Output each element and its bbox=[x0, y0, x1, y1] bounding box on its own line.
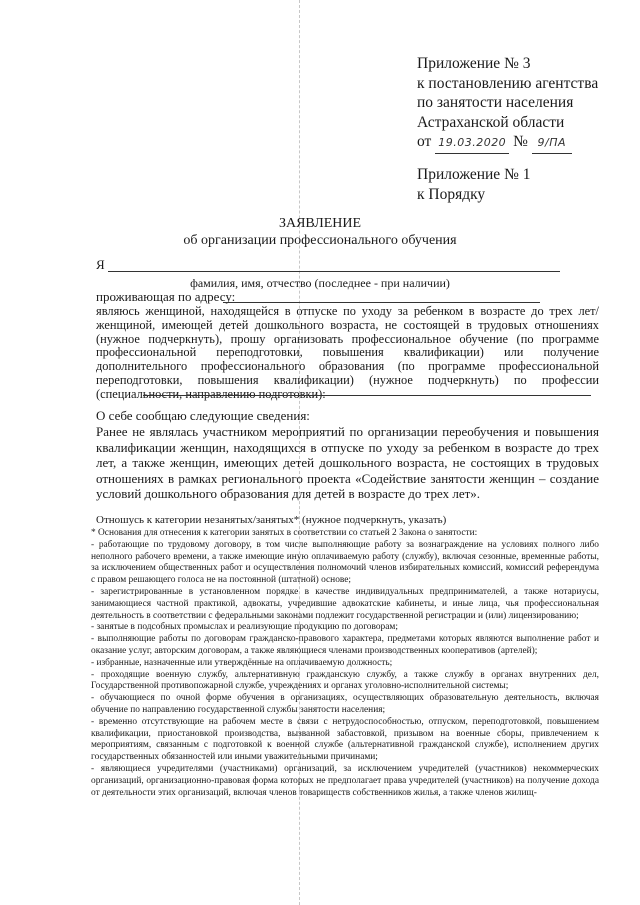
document-subtitle: об организации профессионального обучения bbox=[183, 233, 457, 248]
appendix-3-block bbox=[417, 54, 598, 154]
number-prefix: № bbox=[513, 133, 528, 150]
footnote-item: - избранные, назначенные или утверждённые на оплачиваемую должность; bbox=[91, 657, 393, 668]
footnote-block bbox=[91, 528, 599, 799]
footnote-item: - занятые в подсобных промыслах и реализующие продукцию по договорам; bbox=[91, 622, 398, 633]
statement-paragraph: являюсь женщиной, находящейся в отпуске по уходу за ребенком в возрасте до трех лет/женщиной, имеющей детей дошкольного возраста, не состоящей в трудовых отношениях (нужное подчеркнуть), прошу организовать профессиональное обучение (по программе профессиональной переподготовки, повышения квалификации) или получение дополнительного профессионального образования (по программе профессиональной переподготовки, повышения квалификации) (нужное подчеркнуть) по профессии (специальности, направлению подготовки): bbox=[96, 304, 599, 401]
address-line bbox=[223, 302, 540, 303]
footnote-item: - проходящие военную службу, альтернативную гражданскую службу, а также службу в органах внутренних дел, Государственной противопожарной службе, учреждениях и органах уголовно-исполнительной системы; bbox=[91, 669, 599, 692]
from-prefix: от bbox=[417, 133, 432, 150]
order-line: к Порядку bbox=[417, 185, 486, 203]
handwritten-date: 19.03.2020 bbox=[435, 133, 509, 154]
appendix-3-title: Приложение № 3 bbox=[417, 55, 531, 72]
appendix-1-title: Приложение № 1 bbox=[417, 166, 531, 183]
fio-hint: фамилия, имя, отчество (последнее - при наличии) bbox=[190, 276, 450, 290]
fio-line bbox=[108, 271, 560, 272]
footnote-item: - работающие по трудовому договору, в том числе выполняющие работу за вознаграждение на условиях полного либо неполного рабочего времени, а также имеющие иную оплачиваемую работу (службу), включая сезонные, временные работы, за исключением общественных работ и осуществления полномочий членов избирательных комиссий, комиссий референдума с правом решающего голоса не на постоянной (штатной) основе; bbox=[91, 539, 599, 586]
about-label: О себе сообщаю следующие сведения: bbox=[96, 408, 310, 423]
footnote-item: - являющиеся учредителями (участниками) организаций, за исключением учредителей (участников) некоммерческих организаций, организационно-правовая форма которых не предполагает права учредителей (участников) на получение дохода от деятельности этих организаций, включая членов товариществ собственников жилья, а также членов жилищ- bbox=[91, 763, 599, 798]
about-paragraph: Ранее не являлась участником мероприятий по организации переобучения и повышения квалификации женщин, находящихся в отпуске по уходу за ребенком в возрасте до трех лет, а также женщин, имеющих детей дошкольного возраста, не состоящих в трудовых отношениях в рамках регионального проекта «Содействие занятости женщин – создание условий дошкольного образования для детей в возрасте до трех лет». bbox=[96, 424, 599, 501]
date-number-line bbox=[417, 132, 598, 154]
handwritten-number: 9/ПА bbox=[532, 133, 572, 154]
document-title: ЗАЯВЛЕНИЕ bbox=[278, 216, 362, 231]
employment-line: по занятости населения bbox=[417, 94, 574, 111]
decree-line: к постановлению агентства bbox=[417, 74, 599, 92]
footnote-item: - временно отсутствующие на рабочем месте в связи с нетрудоспособностью, отпуском, переподготовкой, повышением квалификации, приостановкой производства, вызванной забастовкой, призывом на военные сборы, привлечением к мероприятиям, связанным с подготовкой к военной службе (альтернативной гражданской службе), исполнением других государственных обязанностей или иными уважительными причинами; bbox=[91, 716, 599, 763]
profession-line bbox=[143, 395, 591, 396]
appendix-1-block bbox=[417, 165, 530, 204]
i-label: Я bbox=[96, 257, 105, 272]
footnote-item: - выполняющие работы по договорам гражданско-правового характера, предметами которых являются выполнение работ и оказание услуг, авторским договорам, а также являющиеся членами производственных кооперативов (артелей); bbox=[91, 634, 599, 656]
footnote-intro: * Основания для отнесения к категории занятых в соответствии со статьей 2 Закона о занятости: bbox=[91, 528, 478, 538]
address-label: проживающая по адресу: bbox=[96, 289, 236, 304]
region-line: Астраханской области bbox=[417, 113, 565, 131]
footnote-item: - обучающиеся по очной форме обучения в организациях, осуществляющих образовательную деятельность, включая обучение по направлению государственной службы занятости населения; bbox=[91, 693, 599, 715]
footnote-item: - зарегистрированные в установленном порядке в качестве индивидуальных предпринимателей, а также нотариусы, занимающиеся частной практикой, адвокаты, учредившие адвокатские кабинеты, и иные лица, чья профессиональная деятельность в соответствии с федеральными законами подлежит государственной регистрации и (или) лицензированию; bbox=[91, 586, 599, 621]
category-line: Отношусь к категории незанятых/занятых* (нужное подчеркнуть, указать) bbox=[96, 514, 447, 526]
